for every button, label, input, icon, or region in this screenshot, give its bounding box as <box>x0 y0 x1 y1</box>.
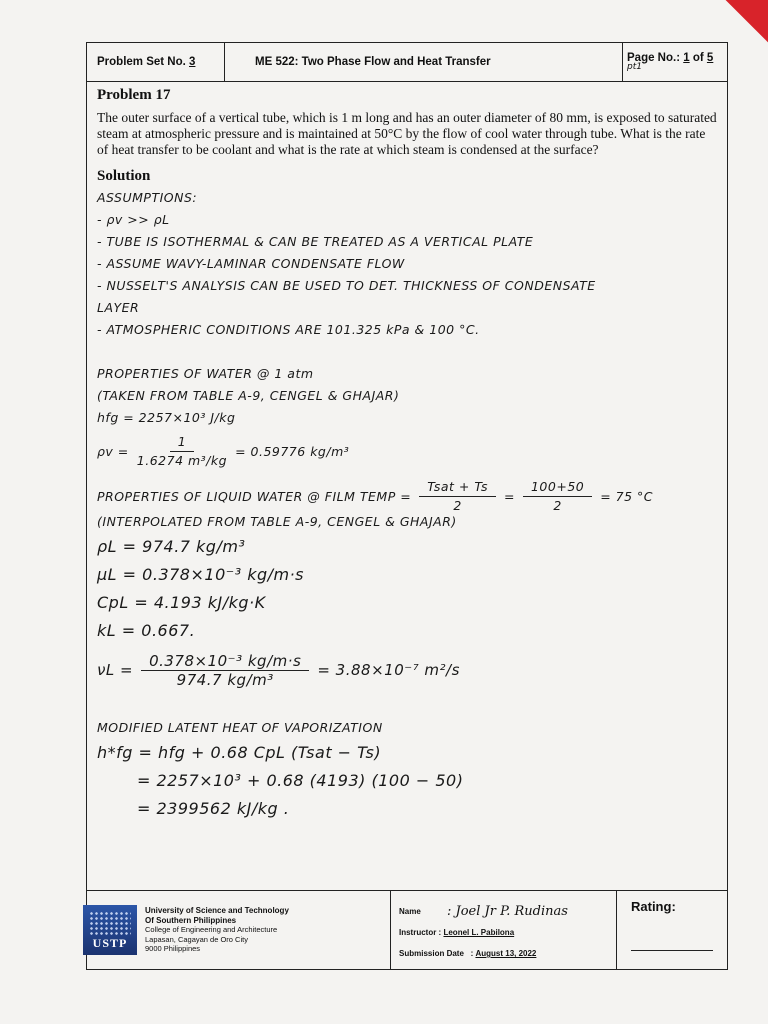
university-cell <box>87 891 391 969</box>
film-temp-value-numerator: 100+50 <box>523 478 592 497</box>
assumption-item: - ρv >> ρL <box>97 212 170 227</box>
course-cell <box>225 43 623 81</box>
liquid-properties-title: PROPERTIES OF LIQUID WATER @ FILM TEMP = <box>97 488 412 504</box>
solution-title: Solution <box>97 168 151 184</box>
rho-vapor-numerator: 1 <box>170 433 194 452</box>
course-title: ME 522: Two Phase Flow and Heat Transfer <box>255 56 491 68</box>
rho-liquid-value: ρL = 974.7 kg/m³ <box>97 537 246 556</box>
name-row <box>399 901 616 922</box>
address-line-1: Lapasan, Cagayan de Oro City <box>145 934 248 944</box>
film-temp-line <box>97 478 717 513</box>
problem-set-number: 3 <box>189 56 196 68</box>
film-temp-value-fraction <box>523 478 592 515</box>
rating-label: Rating: <box>631 899 676 914</box>
nu-liquid-lhs: νL = <box>97 661 134 679</box>
latent-heat-formula: h*fg = hfg + 0.68 CpL (Tsat − Ts) <box>97 743 382 762</box>
latent-heat-result: = 2399562 kJ/kg . <box>137 799 290 818</box>
nu-liquid-result: = 3.88×10⁻⁷ m²/s <box>317 661 460 679</box>
mu-liquid-value: μL = 0.378×10⁻³ kg/m·s <box>97 565 305 584</box>
assumption-item: - TUBE IS ISOTHERMAL & CAN BE TREATED AS A VERTICAL PLATE <box>97 234 534 249</box>
assumptions-title: ASSUMPTIONS: <box>97 190 198 205</box>
rating-line <box>631 950 713 951</box>
liquid-properties-source: (INTERPOLATED FROM TABLE A-9, CENGEL & GHAJAR) <box>97 514 457 529</box>
university-name: University of Science and Technology <box>145 906 289 916</box>
assumption-item: - ASSUME WAVY-LAMINAR CONDENSATE FLOW <box>97 256 405 271</box>
rho-vapor-equation <box>97 429 717 473</box>
page-total: 5 <box>706 52 714 64</box>
assumption-item: - ATMOSPHERIC CONDITIONS ARE 101.325 kPa & 100 °C. <box>97 322 480 337</box>
submission-date-label: Submission Date <box>399 949 464 958</box>
assumption-item: - NUSSELT'S ANALYSIS CAN BE USED TO DET. THICKNESS OF CONDENSATE <box>97 278 596 293</box>
rating-cell <box>617 891 727 969</box>
ustp-logo <box>83 905 137 955</box>
logo-text: USTP <box>92 936 128 950</box>
worksheet <box>86 42 728 970</box>
film-temp-denominator: 2 <box>453 497 462 513</box>
rho-vapor-denominator: 1.6274 m³/kg <box>136 452 228 468</box>
vapor-properties-title: PROPERTIES OF WATER @ 1 atm <box>97 366 314 381</box>
problem-title: Problem 17 <box>97 87 171 103</box>
worksheet-content <box>97 87 717 823</box>
rho-vapor-result: = 0.59776 kg/m³ <box>235 443 350 459</box>
hfg-value: hfg = 2257×10³ J/kg <box>97 410 236 425</box>
page-note: pt1 <box>627 62 642 72</box>
worksheet-header <box>87 43 727 82</box>
page-label: Page No.: <box>627 52 681 64</box>
submission-row: Submission Date : August 13, 2022 <box>399 949 537 958</box>
page-of: of <box>692 52 704 64</box>
name-label: Name <box>399 907 421 916</box>
rho-vapor-fraction <box>137 433 227 470</box>
nu-liquid-fraction <box>141 652 309 689</box>
latent-heat-title: MODIFIED LATENT HEAT OF VAPORIZATION <box>97 720 383 735</box>
address-line-2: 9000 Philippines <box>145 944 201 954</box>
university-info <box>145 906 289 954</box>
film-temp-numerator: Tsat + Ts <box>419 478 496 497</box>
problem-set-label: Problem Set No. <box>97 56 186 68</box>
instructor-label: Instructor : <box>399 928 442 937</box>
film-temp-fraction <box>419 478 496 515</box>
corner-decoration <box>726 0 768 42</box>
k-liquid-value: kL = 0.667. <box>97 621 196 640</box>
vapor-properties-source: (TAKEN FROM TABLE A-9, CENGEL & GHAJAR) <box>97 388 400 403</box>
problem-set-cell <box>87 43 225 81</box>
nu-liquid-numerator: 0.378×10⁻³ kg/m·s <box>141 652 309 671</box>
page-number-cell <box>623 43 727 81</box>
assumption-item: LAYER <box>97 300 140 315</box>
nu-liquid-denominator: 974.7 kg/m³ <box>176 670 274 689</box>
nu-liquid-equation <box>97 645 717 695</box>
worksheet-footer <box>87 890 727 969</box>
student-info-cell <box>391 891 617 969</box>
problem-statement: The outer surface of a vertical tube, which is 1 m long and has an outer diameter of 80 mm, is exposed to saturated steam at atmospheric pressure and is maintained at 50°C by the flow of cool water through tube. What is the rate of heat transfer to be coolant and what is the rate at which steam is condensed at the surface? <box>97 110 717 157</box>
film-temp-result: = 75 °C <box>600 488 654 504</box>
latent-heat-substitution: = 2257×10³ + 0.68 (4193) (100 − 50) <box>137 771 464 790</box>
film-temp-value-denominator: 2 <box>553 497 562 513</box>
equals-sign: = <box>504 488 515 504</box>
instructor-row <box>399 922 616 943</box>
cp-liquid-value: CpL = 4.193 kJ/kg·K <box>97 593 266 612</box>
name-value: : Joel Jr P. Rudinas <box>447 904 568 919</box>
rho-vapor-lhs: ρv = <box>97 443 129 459</box>
instructor-value: Leonel L. Pabilona <box>443 928 515 937</box>
college-name: College of Engineering and Architecture <box>145 925 278 935</box>
handwritten-solution <box>97 187 717 823</box>
university-name-2: Of Southern Philippines <box>145 915 237 925</box>
submission-date-value: August 13, 2022 <box>475 949 537 958</box>
page-current: 1 <box>683 52 690 64</box>
